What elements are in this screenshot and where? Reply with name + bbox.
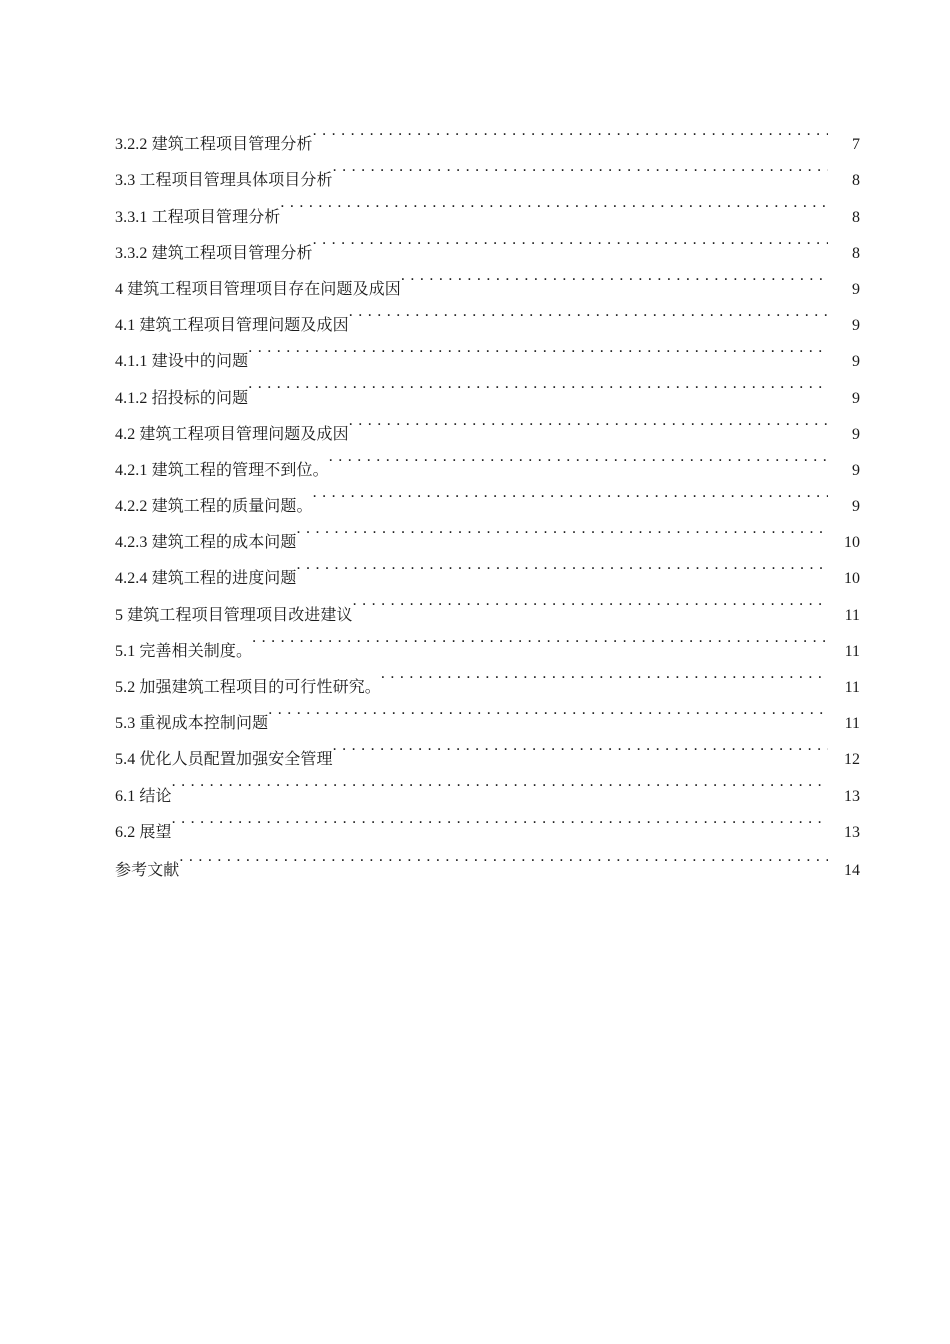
toc-page-number: 14 [844, 861, 860, 879]
toc-entry-label: 4.2 建筑工程项目管理问题及成因 [115, 425, 349, 443]
toc-page-number: 8 [852, 208, 860, 226]
toc-page-number: 9 [852, 353, 860, 371]
toc-page-number: 9 [852, 317, 860, 335]
toc-page-number: 9 [852, 498, 860, 516]
toc-dot-leader [172, 801, 828, 837]
toc-dot-leader [353, 583, 828, 619]
toc-dot-leader [252, 620, 828, 656]
toc-dot-leader [333, 728, 828, 764]
toc-page-number: 8 [852, 172, 860, 190]
toc-page-number: 13 [844, 823, 860, 841]
toc-dot-leader [349, 403, 828, 439]
toc-dot-leader [268, 692, 828, 728]
toc-dot-leader [313, 475, 828, 511]
toc-entry-label: 5.2 加强建筑工程项目的可行性研究。 [115, 679, 381, 696]
toc-dot-leader [280, 185, 828, 221]
toc-entry[interactable] [115, 839, 860, 879]
toc-entry-label: 5.1 完善相关制度。 [115, 642, 253, 660]
toc-entry-label: 4.2.4 建筑工程的进度问题 [115, 570, 297, 588]
toc-entry-label: 4 建筑工程项目管理项目存在问题及成因 [115, 280, 401, 298]
toc-entry-label: 5.4 优化人员配置加强安全管理 [115, 751, 333, 769]
toc-entry-label: 5.3 重视成本控制问题 [115, 715, 269, 733]
toc-entry-label: 4.1 建筑工程项目管理问题及成因 [115, 317, 349, 335]
toc-entry-label: 6.1 结论 [115, 787, 172, 805]
table-of-contents [115, 113, 860, 879]
toc-dot-leader [349, 294, 828, 330]
toc-page-number: 9 [852, 280, 860, 298]
toc-dot-leader [401, 258, 828, 294]
toc-page-number: 9 [852, 461, 860, 479]
toc-dot-leader [248, 330, 828, 366]
toc-dot-leader [329, 439, 828, 475]
toc-entry-label: 4.2.1 建筑工程的管理不到位。 [115, 461, 329, 479]
toc-page-number: 9 [852, 425, 860, 443]
toc-dot-leader [297, 547, 828, 583]
toc-page-number: 11 [844, 642, 860, 660]
toc-dot-leader [313, 113, 828, 149]
toc-entry-label: 3.3 工程项目管理具体项目分析 [115, 172, 333, 190]
toc-dot-leader [381, 656, 828, 692]
toc-page-number: 7 [852, 136, 860, 154]
toc-page-number: 13 [844, 787, 860, 805]
toc-page-number: 12 [844, 751, 860, 769]
toc-entry-label: 参考文献 [115, 861, 180, 879]
toc-entry-label: 6.2 展望 [115, 823, 172, 841]
toc-dot-leader [297, 511, 828, 547]
toc-page-number: 11 [844, 715, 860, 733]
toc-page-number: 11 [844, 679, 860, 696]
toc-page-number: 10 [844, 534, 860, 552]
toc-page-number: 11 [844, 606, 860, 624]
toc-entry-label: 4.2.3 建筑工程的成本问题 [115, 534, 297, 552]
toc-entry[interactable] [115, 764, 860, 805]
toc-dot-leader [313, 222, 828, 258]
toc-dot-leader [179, 839, 828, 875]
toc-page-number: 10 [844, 570, 860, 588]
toc-entry-label: 4.1.2 招投标的问题 [115, 389, 249, 407]
toc-entry-label: 3.3.2 建筑工程项目管理分析 [115, 244, 313, 262]
toc-dot-leader [333, 149, 828, 185]
toc-entry[interactable] [115, 801, 860, 841]
toc-entry-label: 3.2.2 建筑工程项目管理分析 [115, 136, 313, 154]
toc-page-number: 8 [852, 244, 860, 262]
toc-entry-label: 4.2.2 建筑工程的质量问题。 [115, 498, 313, 516]
toc-entry-label: 4.1.1 建设中的问题 [115, 353, 249, 371]
toc-entry[interactable] [115, 113, 860, 154]
toc-entry-label: 3.3.1 工程项目管理分析 [115, 208, 281, 226]
toc-entry-label: 5 建筑工程项目管理项目改进建议 [115, 606, 353, 624]
toc-page-number: 9 [852, 389, 860, 407]
toc-dot-leader [172, 764, 828, 800]
toc-dot-leader [248, 366, 828, 402]
